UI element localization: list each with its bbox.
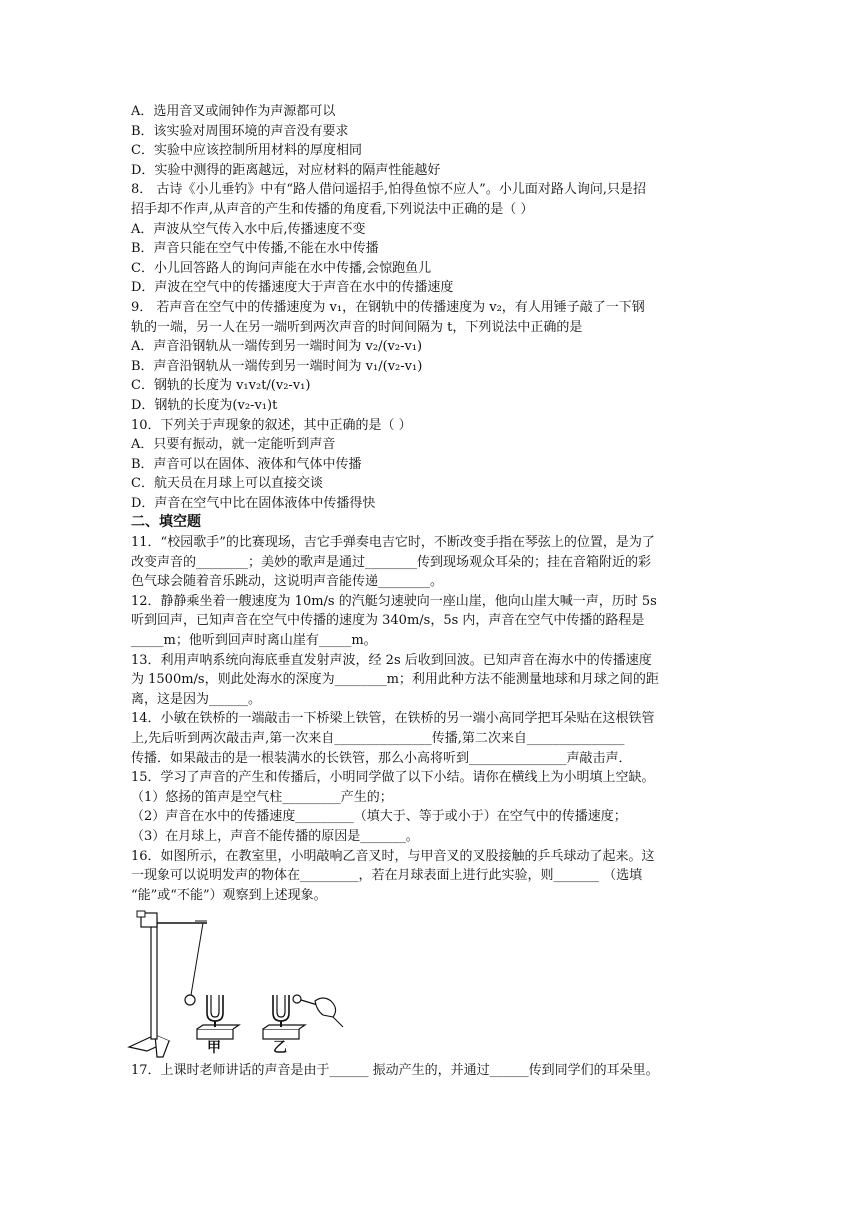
section-heading-fill-in: 二、填空题 xyxy=(131,514,201,531)
q7-option-b: B．该实验对周围环境的声音没有要求 xyxy=(131,123,349,139)
q15-line4: （3）在月球上，声音不能传播的原因是_______。 xyxy=(131,828,419,844)
q9-stem-line2: 轨的一端，另一人在另一端听到两次声音的时间间隔为 t，下列说法中正确的是 xyxy=(131,319,583,335)
q15-line3: （2）声音在水中的传播速度_________（填大于、等于或小于）在空气中的传播速度； xyxy=(131,809,627,825)
q11-line3: 色气球会随着音乐跳动，这说明声音能传递________。 xyxy=(131,574,444,590)
q9-option-c: C．钢轨的长度为 v₁v₂t/(v₂-v₁) xyxy=(131,378,311,394)
q8-option-d: D．声波在空气中的传播速度大于声音在水中的传播速度 xyxy=(131,280,454,296)
q12-line3: _____m；他听到回声时离山崖有_____m。 xyxy=(131,633,377,649)
fork-yi-base-top xyxy=(263,1025,305,1029)
q10-option-a: A．只要有振动，就一定能听到声音 xyxy=(131,437,336,453)
q11-line1: 11．“校园歌手”的比赛现场，吉它手弹奏电吉它时，不断改变手指在琴弦上的位置，是为了 xyxy=(131,535,655,551)
q10-option-c: C．航天员在月球上可以直接交谈 xyxy=(131,476,323,492)
label-yi: 乙 xyxy=(273,1040,287,1057)
q16-line3: “能”或“不能”）观察到上述现象。 xyxy=(131,887,327,903)
q10-option-d: D．声音在空气中比在固体液体中传播得快 xyxy=(131,495,376,511)
q8-stem-line1: 8． 古诗《小儿垂钓》中有“路人借问遥招手,怕得鱼惊不应人”。小儿面对路人询问,只是招 xyxy=(131,182,646,198)
fork-jia-base-top xyxy=(197,1025,239,1029)
q15-line2: （1）悠扬的笛声是空气柱_________产生的； xyxy=(131,789,393,805)
q7-option-c: C．实验中应该控制所用材料的厚度相同 xyxy=(131,143,362,159)
q14-line1: 14．小敏在铁桥的一端敲击一下桥梁上铁管，在铁桥的另一端小高同学把耳朵贴在这根铁管 xyxy=(131,711,655,727)
stand-pole xyxy=(151,919,157,1039)
q9-stem-line1: 9． 若声音在空气中的传播速度为 v₁，在钢轨中的传播速度为 v₂，有人用锤子敲了一下钢 xyxy=(131,299,645,315)
fork-yi-inner xyxy=(277,995,285,1017)
tuning-fork-figure xyxy=(127,909,367,1059)
q8-stem-line2: 招手却不作声,从声音的产生和传播的角度看,下列说法中正确的是（ ） xyxy=(131,201,534,217)
q10-stem: 10．下列关于声现象的叙述，其中正确的是（ ） xyxy=(131,417,412,433)
q8-option-c: C．小儿回答路人的询问声能在水中传播,会惊跑鱼儿 xyxy=(131,260,432,276)
q7-option-a: A．选用音叉或闹钟作为声源都可以 xyxy=(131,104,336,119)
mallet-head xyxy=(293,995,301,1003)
q17-line1: 17．上课时老师讲话的声音是由于______ 振动产生的，并通过______传到同学们的耳朵里。 xyxy=(131,1063,659,1079)
fork-jia-inner xyxy=(211,995,219,1017)
q13-line1: 13．利用声呐系统向海底垂直发射声波，经 2s 后收到回波。已知声音在海水中的传播速度 xyxy=(131,652,652,668)
q12-line2: 听到回声，已知声音在空气中传播的速度为 340m/s，5s 内，声音在空气中传播的路程是 xyxy=(131,613,645,629)
label-jia: 甲 xyxy=(207,1040,221,1057)
q7-option-d: D．实验中测得的距离越远，对应材料的隔声性能越好 xyxy=(131,162,441,178)
q10-option-b: B．声音可以在固体、液体和气体中传播 xyxy=(131,456,362,472)
q13-line3: 离，这是因为______。 xyxy=(131,691,262,707)
q9-option-a: A．声音沿钢轨从一端传到另一端时间为 v₂/(v₂-v₁) xyxy=(131,339,423,355)
q11-line2: 改变声音的________；美妙的歌声是通过________传到现场观众耳朵的；挂在音箱附近的彩 xyxy=(131,554,652,570)
q8-option-a: A．声波从空气传入水中后,传播速度不变 xyxy=(131,221,366,237)
ping-pong-ball xyxy=(185,995,195,1005)
q15-line1: 15．学习了声音的产生和传播后，小明同学做了以下小结。请你在横线上为小明填上空缺。 xyxy=(131,770,655,786)
pendulum-string xyxy=(191,923,203,995)
q13-line2: 为 1500m/s，则此处海水的深度为________m；利用此种方法不能测量地球和月球之间的距 xyxy=(131,672,659,688)
q14-line2: 上,先后听到两次敲击声,第一次来自_______________传播,第二次来自_______________ xyxy=(131,731,625,746)
q12-line1: 12．静静乘坐着一艘速度为 10m/s 的汽艇匀速驶向一座山崖，他向山崖大喊一声，历时 5s xyxy=(131,593,657,609)
q16-line2: 一现象可以说明发声的物体在_________，若在月球表面上进行此实验，则_______ （选填 xyxy=(131,868,643,884)
hand xyxy=(315,998,336,1017)
tuning-fork-diagram xyxy=(127,909,367,1059)
clamp-screw xyxy=(137,911,145,917)
q14-line3: 传播．如果敲击的是一根装满水的长铁管，那么小高将听到_______________声敲击声． xyxy=(131,750,632,766)
q9-option-b: B．声音沿钢轨从一端传到另一端时间为 v₁/(v₂-v₁) xyxy=(131,358,423,374)
wrist xyxy=(333,1017,343,1027)
q9-option-d: D．钢轨的长度为(v₂-v₁)t xyxy=(131,397,278,413)
q8-option-b: B．声音只能在空气中传播,不能在水中传播 xyxy=(131,241,379,257)
worksheet-page xyxy=(131,102,731,1081)
q16-line1: 16．如图所示，在教室里，小明敲响乙音叉时，与甲音叉的叉股接触的乒乓球动了起来。这 xyxy=(131,848,655,864)
